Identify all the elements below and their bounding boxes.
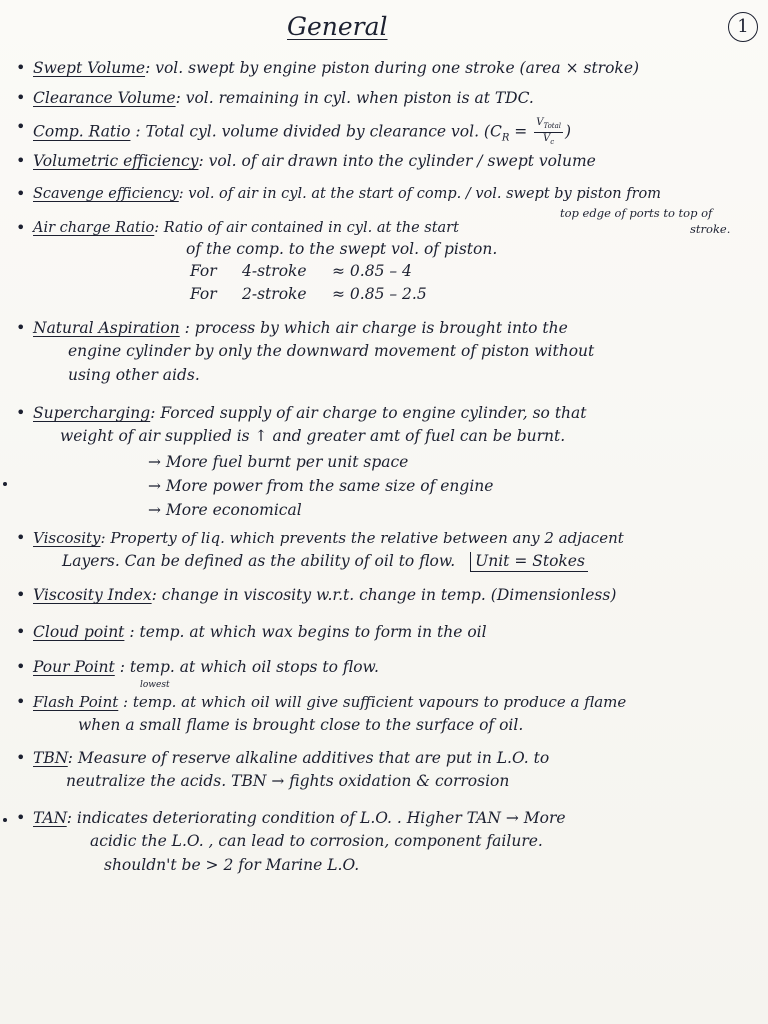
stroke-type: 4-stroke bbox=[242, 262, 307, 280]
scavenge-note-line2: stroke. bbox=[690, 222, 731, 236]
margin-dot bbox=[3, 818, 7, 822]
denominator-subscript: c bbox=[550, 138, 555, 146]
bullet: • bbox=[16, 403, 26, 422]
definition: : Measure of reserve alkaline additives that are put in L.O. to bbox=[67, 749, 550, 767]
term-flash-point: Flash Point bbox=[33, 693, 119, 711]
term-clearance-volume: Clearance Volume bbox=[33, 89, 176, 107]
unit-box: Unit = Stokes bbox=[470, 552, 588, 572]
ratio-label: For bbox=[190, 262, 217, 280]
definition: : vol. of air drawn into the cylinder / swept volume bbox=[198, 152, 596, 170]
ratio-label: For bbox=[190, 285, 217, 303]
bullet: • bbox=[16, 808, 26, 827]
definition: : indicates deteriorating condition of L.O. . Higher TAN → More bbox=[66, 809, 566, 827]
term-natural-aspiration: Natural Aspiration bbox=[33, 319, 180, 337]
term-viscosity: Viscosity bbox=[33, 529, 101, 547]
margin-dot bbox=[3, 482, 7, 486]
bullet: • bbox=[16, 184, 26, 203]
term-air-charge-ratio: Air charge Ratio bbox=[33, 220, 155, 236]
ratio-row-4-stroke bbox=[190, 262, 412, 280]
tbn-line2: neutralize the acids. TBN → fights oxidation & corrosion bbox=[66, 772, 510, 790]
supercharging-benefit-2: → More power from the same size of engine bbox=[148, 477, 494, 495]
bullet: • bbox=[16, 117, 26, 136]
definition: : Forced supply of air charge to engine cylinder, so that bbox=[150, 404, 587, 422]
definition: : temp. at which oil stops to flow. bbox=[114, 658, 379, 676]
close-paren: ) bbox=[565, 122, 572, 141]
equals: = bbox=[509, 122, 533, 141]
bullet: • bbox=[16, 318, 26, 337]
flash-point-line2: when a small flame is brought close to the surface of oil. bbox=[78, 716, 524, 734]
bullet: • bbox=[16, 585, 26, 604]
term-viscosity-index: Viscosity Index bbox=[33, 586, 152, 604]
bullet: • bbox=[16, 88, 26, 107]
ratio-value: ≈ 0.85 – 2.5 bbox=[332, 285, 427, 303]
numerator-subscript: Total bbox=[543, 122, 562, 130]
page-title: General bbox=[287, 12, 388, 41]
bullet: • bbox=[16, 151, 26, 170]
natural-aspiration-line3: using other aids. bbox=[68, 366, 200, 384]
definition: : temp. at which oil will give sufficient vapours to produce a flame bbox=[118, 693, 627, 711]
bullet: • bbox=[16, 748, 26, 767]
bullet: • bbox=[16, 218, 26, 237]
definition: : vol. remaining in cyl. when piston is at TDC. bbox=[175, 89, 534, 107]
term-pour-point: Pour Point bbox=[33, 658, 115, 676]
term-cloud-point: Cloud point bbox=[33, 623, 125, 641]
page-number: 1 bbox=[728, 12, 758, 42]
ratio-subscript: R bbox=[501, 132, 510, 144]
term-volumetric-efficiency: Volumetric efficiency bbox=[33, 152, 199, 170]
term-swept-volume: Swept Volume bbox=[33, 59, 146, 77]
term-tbn: TBN bbox=[33, 749, 68, 767]
definition: : process by which air charge is brought into the bbox=[179, 319, 568, 337]
supercharging-benefit-1: → More fuel burnt per unit space bbox=[148, 453, 409, 471]
scavenge-note-line1: top edge of ports to top of bbox=[560, 206, 713, 220]
bullet: • bbox=[16, 528, 26, 547]
bullet: • bbox=[16, 657, 26, 676]
definition: : Ratio of air contained in cyl. at the start bbox=[154, 220, 459, 236]
term-comp-ratio: Comp. Ratio bbox=[33, 122, 131, 141]
supercharging-line2: weight of air supplied is ↑ and greater amt of fuel can be burnt. bbox=[60, 427, 566, 445]
term-scavenge-efficiency: Scavenge efficiency bbox=[33, 186, 179, 202]
viscosity-continuation: Layers. Can be defined as the ability of oil to flow. bbox=[62, 552, 456, 570]
supercharging-benefit-3: → More economical bbox=[148, 501, 302, 519]
viscosity-line2 bbox=[62, 552, 588, 570]
bullet: • bbox=[16, 692, 26, 711]
caret-insert-note: lowest bbox=[140, 680, 170, 690]
definition: : temp. at which wax begins to form in the oil bbox=[124, 623, 487, 641]
bullet: • bbox=[16, 58, 26, 77]
definition: : Property of liq. which prevents the relative between any 2 adjacent bbox=[100, 529, 624, 547]
air-charge-continuation: of the comp. to the swept vol. of piston. bbox=[186, 240, 498, 258]
stroke-type: 2-stroke bbox=[242, 285, 307, 303]
definition: : vol. swept by engine piston during one stroke (area × stroke) bbox=[145, 59, 640, 77]
fraction bbox=[534, 117, 563, 148]
denominator: V bbox=[543, 133, 551, 144]
tan-line2: acidic the L.O. , can lead to corrosion, component failure. bbox=[90, 832, 543, 850]
tan-line3: shouldn't be > 2 for Marine L.O. bbox=[104, 856, 360, 874]
definition: : change in viscosity w.r.t. change in temp. (Dimensionless) bbox=[151, 586, 617, 604]
ratio-value: ≈ 0.85 – 4 bbox=[332, 262, 412, 280]
bullet: • bbox=[16, 622, 26, 641]
natural-aspiration-line2: engine cylinder by only the downward movement of piston without bbox=[68, 342, 595, 360]
definition: : vol. of air in cyl. at the start of comp. / vol. swept by piston from bbox=[178, 186, 661, 202]
term-tan: TAN bbox=[33, 809, 67, 827]
ratio-row-2-stroke bbox=[190, 285, 427, 303]
definition: : Total cyl. volume divided by clearance vol. (C bbox=[130, 122, 502, 141]
numerator: V bbox=[536, 117, 544, 128]
term-supercharging: Supercharging bbox=[33, 404, 151, 422]
